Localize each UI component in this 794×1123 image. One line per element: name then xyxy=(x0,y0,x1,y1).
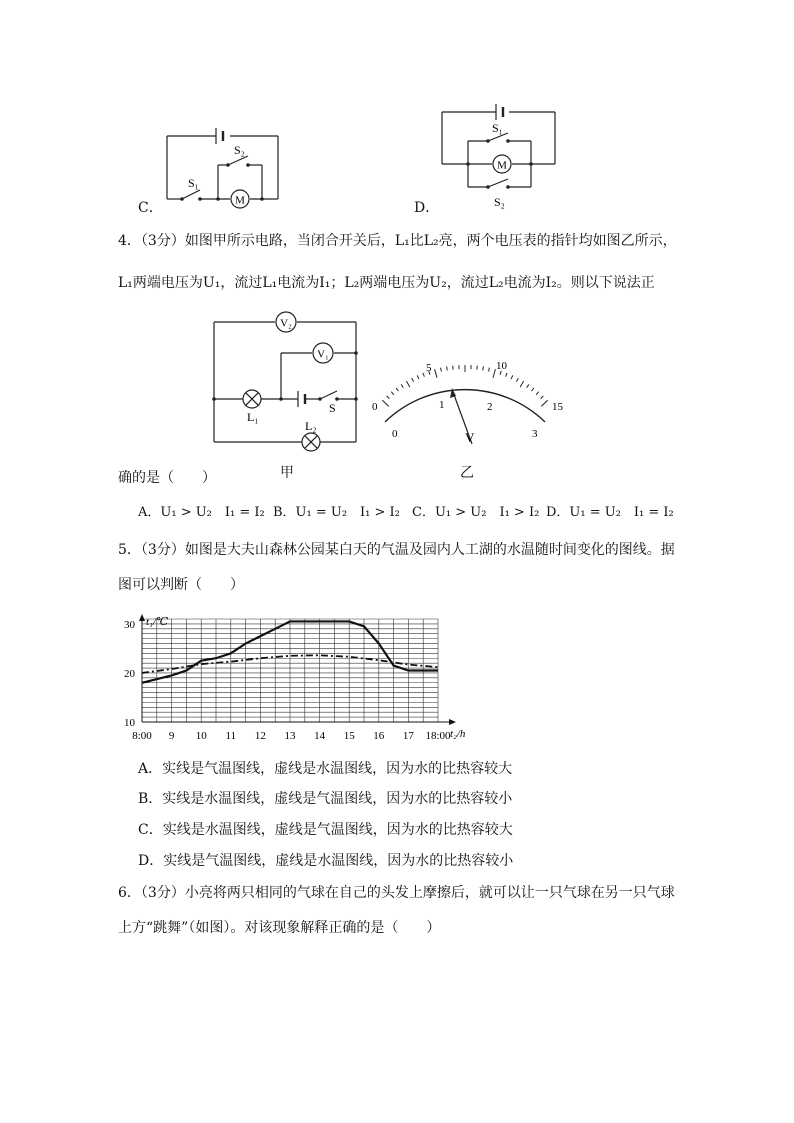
motor-label-d: M xyxy=(497,159,507,172)
x-tick-label: 9 xyxy=(168,730,175,742)
dial-tick xyxy=(447,366,448,370)
dial-outer-0: 0 xyxy=(372,401,378,413)
dial-tick xyxy=(387,396,390,399)
x-tick-label: 17 xyxy=(402,730,414,742)
dial-inner-3: 3 xyxy=(532,428,538,440)
q6-stem-line1: 6．（3分）小亮将两只相同的气球在自己的头发上摩擦后，就可以让一只气球在另一只气球 xyxy=(118,885,675,901)
q4-option-c[interactable]: C．U₁ > U₂ I₁ > I₂ xyxy=(412,505,540,520)
dial-outer-15: 15 xyxy=(552,401,563,413)
switch-s2-label-c: S₂ xyxy=(234,143,245,157)
q4-option-a[interactable]: A．U₁ > U₂ I₁ = I₂ xyxy=(138,505,265,520)
switch-s-label: S xyxy=(329,401,336,415)
dial-tick xyxy=(417,375,419,379)
switch-s1-label-c: S₁ xyxy=(188,176,199,190)
x-tick-label: 11 xyxy=(225,730,237,742)
y-axis-label: t₁/℃ xyxy=(146,616,169,628)
dial-tick xyxy=(541,396,544,399)
dial-tick xyxy=(406,381,410,387)
dial-inner-1: 1 xyxy=(439,399,445,411)
lamp-l1-label: L₁ xyxy=(247,410,259,424)
x-tick-label: 13 xyxy=(284,730,296,742)
q4-option-d[interactable]: D．U₁ = U₂ I₁ = I₂ xyxy=(546,505,674,520)
circuit-d xyxy=(430,100,570,212)
dial-unit: V xyxy=(465,430,475,445)
q4-stem-line3: 确的是（ ） xyxy=(118,470,216,486)
dial-tick xyxy=(412,378,414,382)
x-tick-label: 14 xyxy=(314,730,326,742)
y-tick-label: 20 xyxy=(124,667,135,680)
q4-stem-line1: 4．（3分）如图甲所示电路，当闭合开关后，L₁比L₂亮，两个电压表的指针均如图乙所示， xyxy=(118,233,677,249)
dial-tick xyxy=(396,388,398,391)
q5-stem-line1: 5．（3分）如图是大夫山森林公园某白天的气温及园内人工湖的水温随时间变化的图线。据 xyxy=(118,542,675,558)
q6-stem-line2: 上方“跳舞”（如图）。对该现象解释正确的是（ ） xyxy=(118,920,441,936)
dial-tick xyxy=(435,369,437,378)
dial-tick xyxy=(489,368,490,372)
switch-s2-label-d: S₂ xyxy=(494,195,505,209)
q5-stem-line2: 图可以判断（ ） xyxy=(118,577,244,593)
dial-tick xyxy=(536,392,539,395)
dial-tick xyxy=(423,373,424,377)
voltmeter-v1-label: V₁ xyxy=(317,348,329,361)
dial-inner-0: 0 xyxy=(392,428,398,440)
dial-outer-5: 5 xyxy=(426,362,432,374)
option-c-label: C． xyxy=(138,200,163,216)
dial-outer-10: 10 xyxy=(496,360,507,372)
figure-yi-caption: 乙 xyxy=(460,465,474,481)
q5-option-a[interactable]: A．实线是气温图线，虚线是水温图线，因为水的比热容较大 xyxy=(138,761,513,777)
x-tick-label: 16 xyxy=(373,730,385,742)
x-tick-label: 8:00 xyxy=(132,730,152,742)
q5-option-d[interactable]: D．实线是气温图线，虚线是水温图线，因为水的比热容较小 xyxy=(138,853,514,869)
dial-inner-2: 2 xyxy=(487,401,493,413)
lamp-l2-label: L₂ xyxy=(305,419,317,433)
voltmeter-v2-label: V₂ xyxy=(280,317,292,330)
voltmeter-dial xyxy=(365,355,565,455)
dial-tick xyxy=(401,384,403,387)
dial-tick xyxy=(520,381,524,387)
y-tick-label: 30 xyxy=(124,618,135,631)
dial-tick xyxy=(541,400,547,406)
x-tick-label: 15 xyxy=(343,730,355,742)
q4-option-b[interactable]: B．U₁ = U₂ I₁ > I₂ xyxy=(273,505,400,520)
x-tick-label: 18:00 xyxy=(425,730,451,742)
q4-stem-line2: L₁两端电压为U₁，流过L₁电流为I₁；L₂两端电压为U₂，流过L₂电流为I₂。则以下说法正 xyxy=(118,275,655,291)
switch-s1-label-d: S₁ xyxy=(492,121,503,135)
dial-tick xyxy=(483,366,484,370)
y-tick-label: 10 xyxy=(124,717,135,729)
x-tick-label: 12 xyxy=(254,730,266,742)
x-axis-label: t₂/h xyxy=(450,728,466,740)
dial-tick xyxy=(527,384,529,387)
q5-option-c[interactable]: C．实线是水温图线，虚线是气温图线，因为水的比热容较大 xyxy=(138,822,513,838)
dial-tick xyxy=(391,392,394,395)
dial-tick xyxy=(516,378,518,382)
dial-tick xyxy=(441,368,442,372)
dial-tick xyxy=(506,373,507,377)
circuit-c xyxy=(150,120,290,220)
dial-tick xyxy=(382,400,388,406)
dial-tick xyxy=(511,375,513,379)
figure-jia-caption: 甲 xyxy=(280,465,294,481)
temperature-chart xyxy=(120,610,480,745)
x-tick-label: 10 xyxy=(195,730,207,742)
circuit-jia xyxy=(205,305,365,455)
q5-option-b[interactable]: B．实线是水温图线，虚线是气温图线，因为水的比热容较小 xyxy=(138,791,513,807)
dial-tick xyxy=(531,388,533,391)
motor-label-c: M xyxy=(235,194,245,207)
option-d-label: D． xyxy=(414,200,440,216)
